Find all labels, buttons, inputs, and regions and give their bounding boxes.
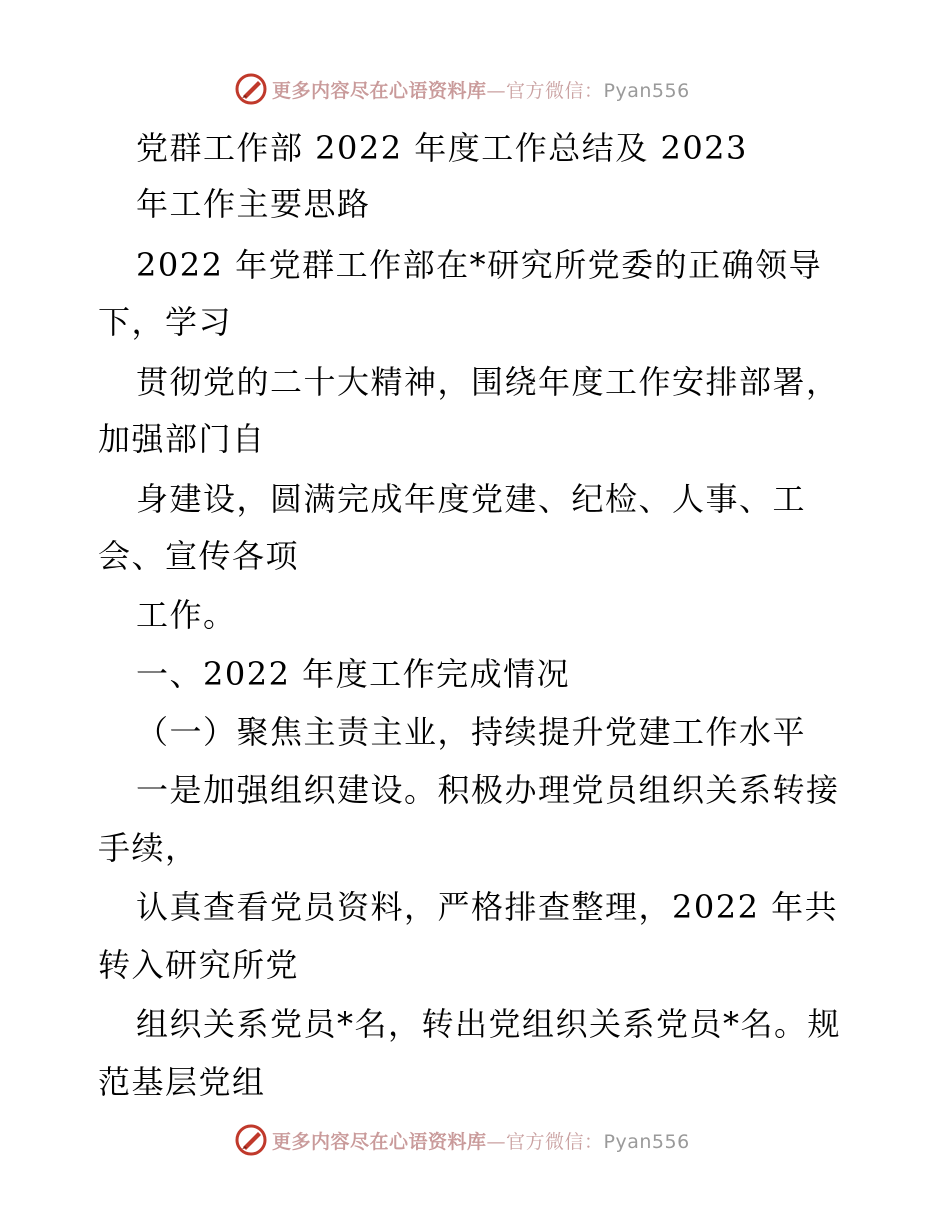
subsection-heading: （一）聚焦主责主业，持续提升党建工作水平 — [136, 713, 807, 751]
title-line-1: 党群工作部 2022 年度工作总结及 2023 — [136, 129, 748, 167]
paragraph-line: 范基层党组 — [98, 1063, 266, 1101]
footer-watermark-banner — [0, 1121, 950, 1161]
paragraph-line: 一是加强组织建设。积极办理党员组织关系转接 — [136, 771, 840, 809]
paragraph-line: 转入研究所党 — [98, 946, 300, 984]
paragraph-line: 加强部门自 — [98, 420, 266, 458]
banner-text: 更多内容尽在心语资料库—官方微信：Pyan556 — [272, 1131, 690, 1153]
paragraph-line: 下，学习 — [98, 303, 233, 341]
paragraph-line: 会、宣传各项 — [98, 537, 300, 575]
logo-icon — [234, 1123, 268, 1157]
section-heading: 一、2022 年度工作完成情况 — [136, 655, 571, 693]
paragraph-line: 贯彻党的二十大精神，围绕年度工作安排部署， — [136, 363, 840, 401]
paragraph-line: 身建设，圆满完成年度党建、纪检、人事、工 — [136, 480, 807, 518]
logo-icon — [234, 72, 268, 106]
header-watermark-banner — [0, 70, 950, 110]
banner-text: 更多内容尽在心语资料库—官方微信：Pyan556 — [272, 80, 690, 102]
paragraph-line: 工作。 — [136, 596, 237, 634]
paragraph-line: 组织关系党员*名，转出党组织关系党员*名。规 — [136, 1005, 842, 1043]
title-line-2: 年工作主要思路 — [136, 185, 371, 223]
paragraph-line: 认真查看党员资料，严格排查整理，2022 年共 — [136, 888, 839, 926]
paragraph-line: 手续， — [98, 829, 199, 867]
paragraph-line: 2022 年党群工作部在*研究所党委的正确领导 — [136, 246, 823, 284]
